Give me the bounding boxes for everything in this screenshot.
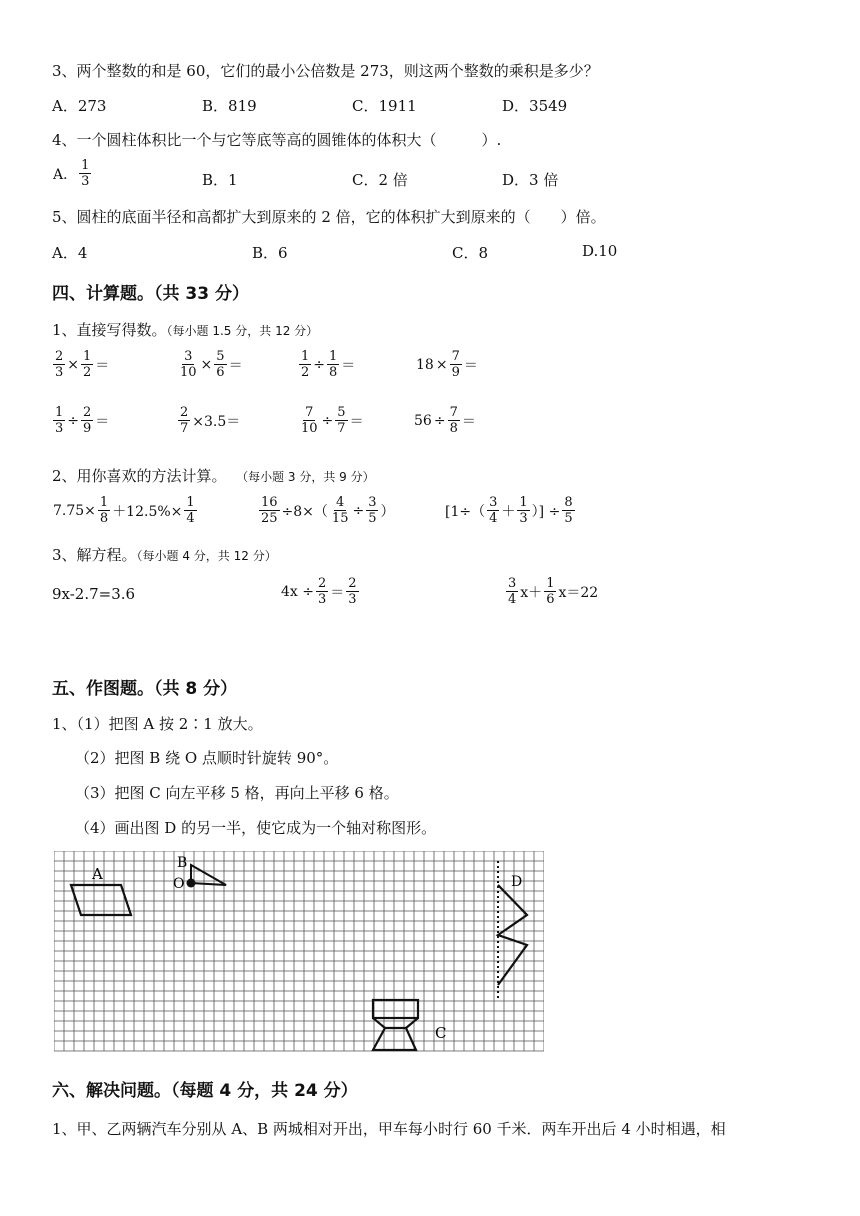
q4-option-a: A． $\frac{1}{3}$	[53, 158, 90, 189]
figure-c-top	[373, 1000, 418, 1018]
q5-option-d: D.10	[582, 242, 618, 260]
problem-1-text: 1、甲、乙两辆汽车分别从 A、B 两城相对开出，甲车每小时行 60 千米．两车开出后 4 小时相遇，相	[52, 1120, 726, 1138]
q4-option-d: D．3 倍	[502, 171, 559, 189]
label-d: D	[511, 874, 523, 890]
figure-d-half	[498, 885, 527, 985]
q5-option-b: B．6	[252, 244, 288, 262]
drawing-grid	[54, 851, 544, 1053]
method-calc-1: 7.75× $\frac{1}{8}$ ＋12.5%× $\frac{1}{4}$	[53, 495, 195, 526]
q3-option-c: C．1911	[352, 97, 417, 115]
method-calc-3: [1÷（ $\frac{3}{4}$ ＋ $\frac{1}{3}$ ）] ÷ $\frac{8}{5}$	[445, 495, 573, 526]
q4-option-c: C．2 倍	[352, 171, 408, 189]
sec4-part2-heading: 2、用你喜欢的方法计算。 （每小题 3 分，共 9 分）	[52, 467, 375, 485]
drawing-instruction-4: （4）画出图 D 的另一半，使它成为一个轴对称图形。	[75, 819, 437, 837]
q3-text: 3、两个整数的和是 60，它们的最小公倍数是 273，则这两个整数的乘积是多少？	[52, 62, 599, 80]
label-a: A	[92, 865, 103, 883]
equation-3: $\frac{3}{4}$ x＋ $\frac{1}{6}$ x＝22	[508, 576, 599, 607]
label-c: C	[435, 1024, 447, 1042]
calc-5: $\frac{1}{3}$ ÷ $\frac{2}{9}$ ＝	[55, 405, 110, 436]
figure-b	[191, 865, 226, 885]
q3-option-b: B．819	[202, 97, 257, 115]
section-5-title: 五、作图题。（共 8 分）	[52, 679, 238, 699]
q5-option-c: C．8	[452, 244, 489, 262]
calc-8: 56 ÷ $\frac{7}{8}$ ＝	[414, 405, 476, 436]
method-calc-2: $\frac{16}{25}$ ÷8×（ $\frac{4}{15}$ ÷ $\frac{3}{5}$ ）	[261, 495, 395, 526]
drawing-instruction-2: （2）把图 B 绕 O 点顺时针旋转 90°。	[75, 749, 339, 767]
point-o	[187, 879, 196, 888]
calc-1: $\frac{2}{3}$ × $\frac{1}{2}$ ＝	[55, 349, 110, 380]
calc-6: $\frac{2}{7}$ ×3.5＝	[180, 405, 241, 436]
section-6-title: 六、解决问题。（每题 4 分，共 24 分）	[52, 1081, 358, 1101]
drawing-instruction-3: （3）把图 C 向左平移 5 格，再向上平移 6 格。	[75, 784, 399, 802]
equation-2: 4x ÷ $\frac{2}{3}$ ＝ $\frac{2}{3}$	[281, 576, 357, 607]
label-o: O	[173, 876, 185, 892]
calc-2: $\frac{3}{10}$ × $\frac{5}{6}$ ＝	[180, 349, 243, 380]
figure-a	[71, 885, 131, 915]
q4-option-b: B．1	[202, 171, 238, 189]
drawing-instruction-1: 1、（1）把图 A 按 2∶1 放大。	[52, 715, 263, 733]
q3-option-a: A．273	[52, 97, 107, 115]
q4-text: 4、一个圆柱体积比一个与它等底等高的圆锥体的体积大（ ）.	[52, 131, 502, 149]
calc-3: $\frac{1}{2}$ ÷ $\frac{1}{8}$ ＝	[301, 349, 356, 380]
q5-option-a: A．4	[52, 244, 88, 262]
sec4-part1-heading: 1、直接写得数。（每小题 1.5 分，共 12 分）	[52, 321, 319, 339]
calc-7: $\frac{7}{10}$ ÷ $\frac{5}{7}$ ＝	[301, 405, 364, 436]
sec4-part3-heading: 3、解方程。（每小题 4 分，共 12 分）	[52, 546, 277, 564]
section-4-title: 四、计算题。（共 33 分）	[52, 284, 249, 304]
equation-1: 9x-2.7=3.6	[52, 585, 136, 603]
q5-text: 5、圆柱的底面半径和高都扩大到原来的 2 倍，它的体积扩大到原来的（ ）倍。	[52, 208, 606, 226]
q3-option-d: D．3549	[502, 97, 568, 115]
calc-4: 18 × $\frac{7}{9}$ ＝	[416, 349, 478, 380]
fraction: $\frac{1}{3}$	[81, 158, 90, 189]
label-b: B	[177, 855, 188, 871]
